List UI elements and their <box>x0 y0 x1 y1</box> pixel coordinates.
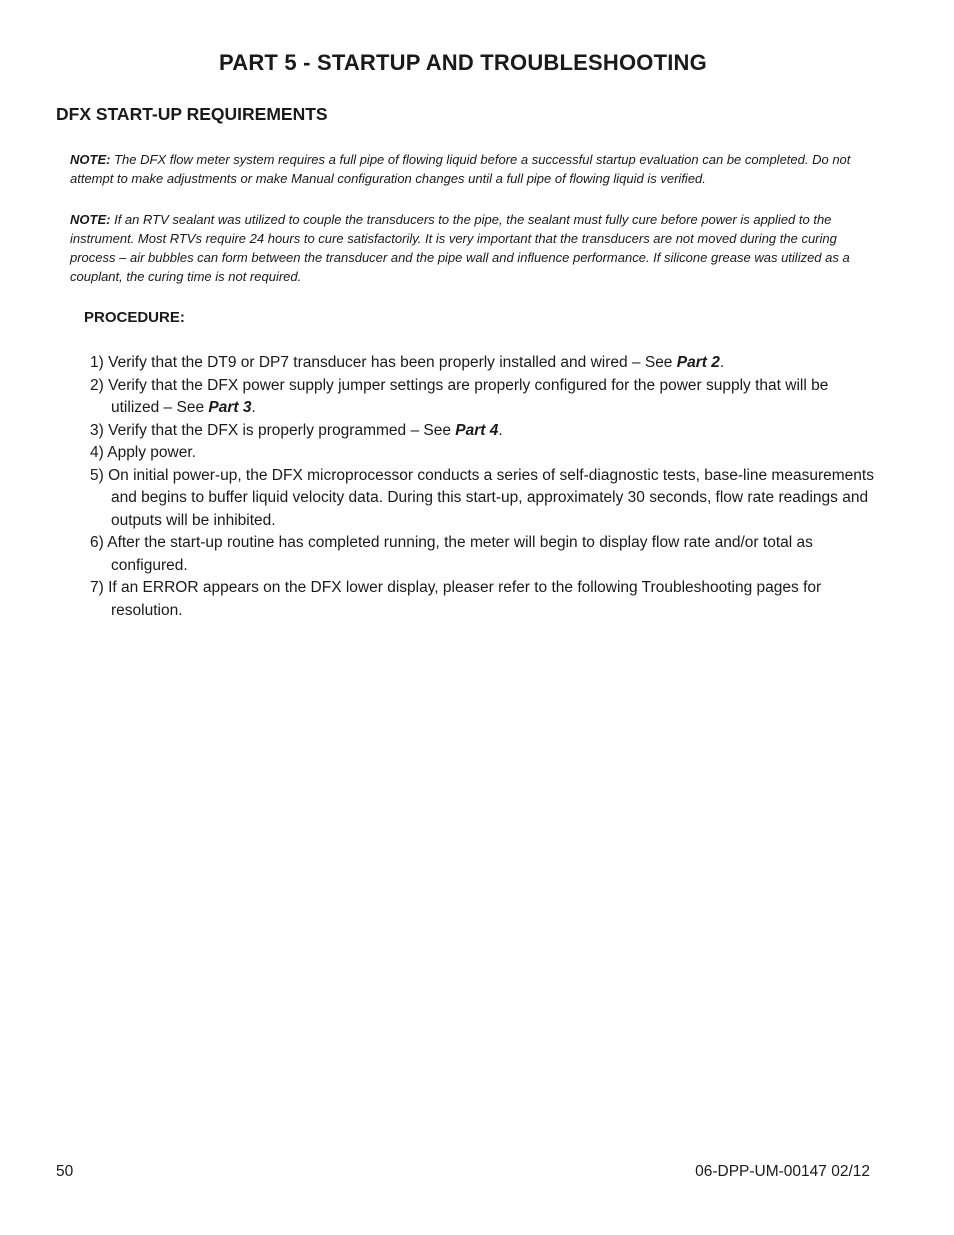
step-suffix: . <box>498 421 503 439</box>
step-text: 2) Verify that the DFX power supply jumper settings are properly configured for the power supply that will be utilized – See <box>90 376 829 416</box>
step-text: 3) Verify that the DFX is properly programmed – See <box>90 421 456 439</box>
note-label: NOTE: <box>70 212 111 227</box>
note-text: If an RTV sealant was utilized to couple the transducers to the pipe, the sealant must fully cure before power is applied to the instrument. Most RTVs require 24 hours to cure satisfactorily. It is very important that the transducers are not moved during the curing process – air bubbles can form between the transducer and the pipe wall and influence performance. If silicone grease was utilized as a couplant, the curing time is not required. <box>70 212 850 284</box>
part-reference: Part 3 <box>208 399 252 416</box>
procedure-step <box>90 375 880 420</box>
procedure-steps <box>90 352 880 622</box>
page-title: PART 5 - STARTUP AND TROUBLESHOOTING <box>219 50 707 75</box>
step-text: 5) On initial power-up, the DFX microprocessor conducts a series of self-diagnostic tests, base-line measurements and begins to buffer liquid velocity data. During this start-up, approximately 30 seconds, flow rate readings and outputs will be inhibited. <box>90 466 874 529</box>
procedure-heading: PROCEDURE: <box>84 309 185 326</box>
step-suffix: . <box>251 399 256 416</box>
note-label: NOTE: <box>70 152 111 167</box>
procedure-step <box>90 465 880 533</box>
note-rtv-sealant <box>70 210 870 286</box>
section-heading: DFX START-UP REQUIREMENTS <box>56 104 328 124</box>
part-reference: Part 4 <box>455 421 499 439</box>
part-reference: Part 2 <box>676 354 720 371</box>
note-startup-full-pipe <box>70 150 870 188</box>
step-suffix: . <box>719 354 725 371</box>
procedure-step <box>90 442 880 465</box>
procedure-step <box>90 352 880 375</box>
document-id: 06-DPP-UM-00147 02/12 <box>695 1163 870 1180</box>
step-text: 4) Apply power. <box>90 444 196 461</box>
note-text: The DFX flow meter system requires a full pipe of flowing liquid before a successful startup evaluation can be completed. Do not attempt to make adjustments or make Manual configuration changes until a full pipe of flowing liquid is verified. <box>70 152 851 186</box>
step-text: 6) After the start-up routine has completed running, the meter will begin to display flow rate and/or total as configured. <box>90 534 813 574</box>
page-number: 50 <box>56 1163 74 1180</box>
procedure-step <box>90 577 880 622</box>
procedure-step <box>90 532 880 577</box>
step-text: 7) If an ERROR appears on the DFX lower display, pleaser refer to the following Troubleshooting pages for resolution. <box>90 579 822 619</box>
procedure-step <box>90 420 880 443</box>
step-text: 1) Verify that the DT9 or DP7 transducer has been properly installed and wired – See <box>90 354 677 371</box>
